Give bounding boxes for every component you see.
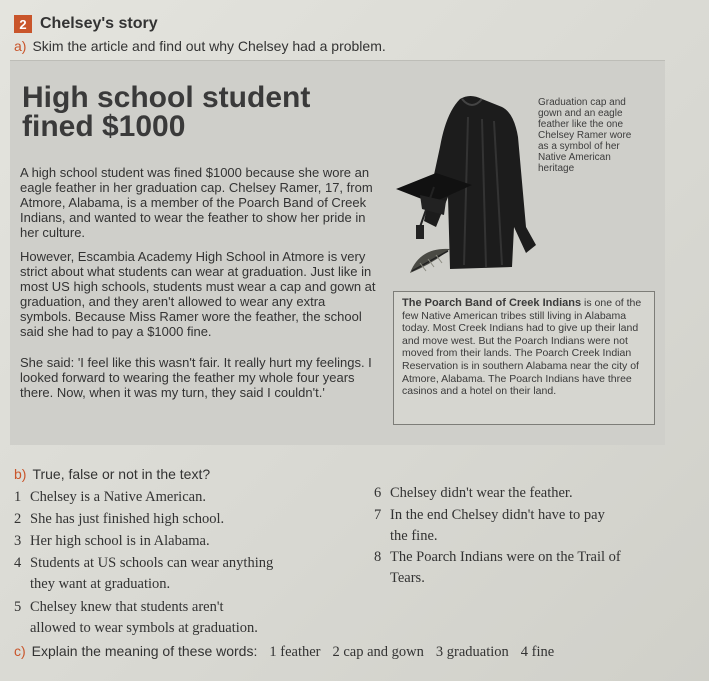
statement-2 bbox=[14, 509, 224, 530]
graduation-gown-illustration bbox=[390, 77, 550, 275]
vocab-word: 3 graduation bbox=[435, 644, 509, 660]
statement-number: 8 bbox=[374, 549, 382, 565]
article-panel bbox=[10, 60, 665, 445]
statement-number: 2 bbox=[14, 511, 22, 527]
statement-4 bbox=[14, 553, 273, 595]
task-c-letter: c) bbox=[14, 643, 26, 659]
statement-1 bbox=[14, 487, 206, 508]
statement-text: The Poarch Indians were on the Trail of bbox=[390, 549, 621, 565]
headline-line-1: High school student bbox=[22, 81, 311, 114]
eagle-feather bbox=[410, 249, 450, 273]
statement-8 bbox=[374, 547, 621, 589]
statement-text-continued: allowed to wear symbols at graduation. bbox=[30, 620, 258, 636]
poarch-info-box bbox=[393, 291, 655, 425]
task-a bbox=[14, 38, 386, 54]
statement-number: 5 bbox=[14, 599, 22, 615]
statement-7 bbox=[374, 505, 605, 547]
vocab-word: 2 cap and gown bbox=[332, 644, 424, 660]
statement-number: 1 bbox=[14, 489, 22, 505]
info-box-body: is one of the few Native American tribes still living in Alabama today. Most Creek Indians had to give up their land and move west. But the Poarch Indians were not moved from their lands. The Poarch Creek Indian Reservation is in southern Alabama near the city of Atmore, Alabama. The Poarch Indians have three casinos and a hotel on their land. bbox=[402, 297, 642, 398]
statement-text: Chelsey knew that students aren't bbox=[30, 599, 224, 615]
statement-5 bbox=[14, 597, 258, 639]
statement-3 bbox=[14, 531, 210, 552]
article-paragraph-1: A high school student was fined $1000 because she wore an eagle feather in her graduation cap. Chelsey Ramer, 17, from Atmore, Alabama, is a member of the Poarch Band of Creek Indians, and wanted to wear the feather to show her pride in her culture. bbox=[20, 165, 373, 240]
statement-number: 7 bbox=[374, 507, 382, 523]
vocab-word: 1 feather bbox=[269, 644, 321, 660]
task-a-text: Skim the article and find out why Chelsey had a problem. bbox=[32, 38, 386, 54]
statement-text-continued: they want at graduation. bbox=[30, 576, 171, 592]
statement-6 bbox=[374, 483, 573, 504]
statement-text-continued: the fine. bbox=[390, 528, 438, 544]
statement-number: 6 bbox=[374, 485, 382, 501]
article-paragraph-3: She said: 'I feel like this wasn't fair. It really hurt my feelings. I looked forward to wearing the feather my whole four years there. Now, when it was my turn, they said I couldn't.' bbox=[20, 355, 372, 400]
exercise-title: Chelsey's story bbox=[40, 15, 158, 32]
statement-text: In the end Chelsey didn't have to pay bbox=[390, 507, 605, 523]
article-paragraph-2: However, Escambia Academy High School in Atmore is very strict about what students can wear at graduation. Just like in most US high schools, students must wear a cap and gown at graduation, and they aren't allowed to wear any extra symbols. Because Miss Ramer wore the feather, the school said she had to pay a $1000 fine. bbox=[20, 249, 376, 339]
statement-text-continued: Tears. bbox=[390, 570, 425, 586]
article-headline bbox=[22, 83, 310, 141]
info-box-text bbox=[402, 297, 646, 398]
statement-text: Chelsey is a Native American. bbox=[30, 489, 206, 505]
task-a-letter: a) bbox=[14, 38, 27, 54]
image-caption: Graduation cap and gown and an eagle feather like the one Chelsey Ramer wore as a symbol of her Native American heritage bbox=[538, 97, 632, 174]
statement-number: 3 bbox=[14, 533, 22, 549]
statement-text: Chelsey didn't wear the feather. bbox=[390, 485, 573, 501]
statement-number: 4 bbox=[14, 555, 22, 571]
task-b-text: True, false or not in the text? bbox=[32, 466, 211, 482]
exercise-header bbox=[14, 14, 158, 34]
task-b-letter: b) bbox=[14, 466, 27, 482]
statement-text: Students at US schools can wear anything bbox=[30, 555, 274, 571]
statement-text: She has just finished high school. bbox=[30, 511, 225, 527]
info-box-lead: The Poarch Band of Creek Indians bbox=[402, 297, 582, 309]
task-b bbox=[14, 466, 210, 482]
statement-text: Her high school is in Alabama. bbox=[30, 533, 210, 549]
headline-line-2: fined $1000 bbox=[22, 110, 186, 143]
exercise-number-badge: 2 bbox=[14, 15, 32, 33]
task-c bbox=[14, 643, 554, 661]
task-c-text: Explain the meaning of these words: bbox=[31, 643, 258, 659]
vocab-word: 4 fine bbox=[520, 644, 555, 660]
